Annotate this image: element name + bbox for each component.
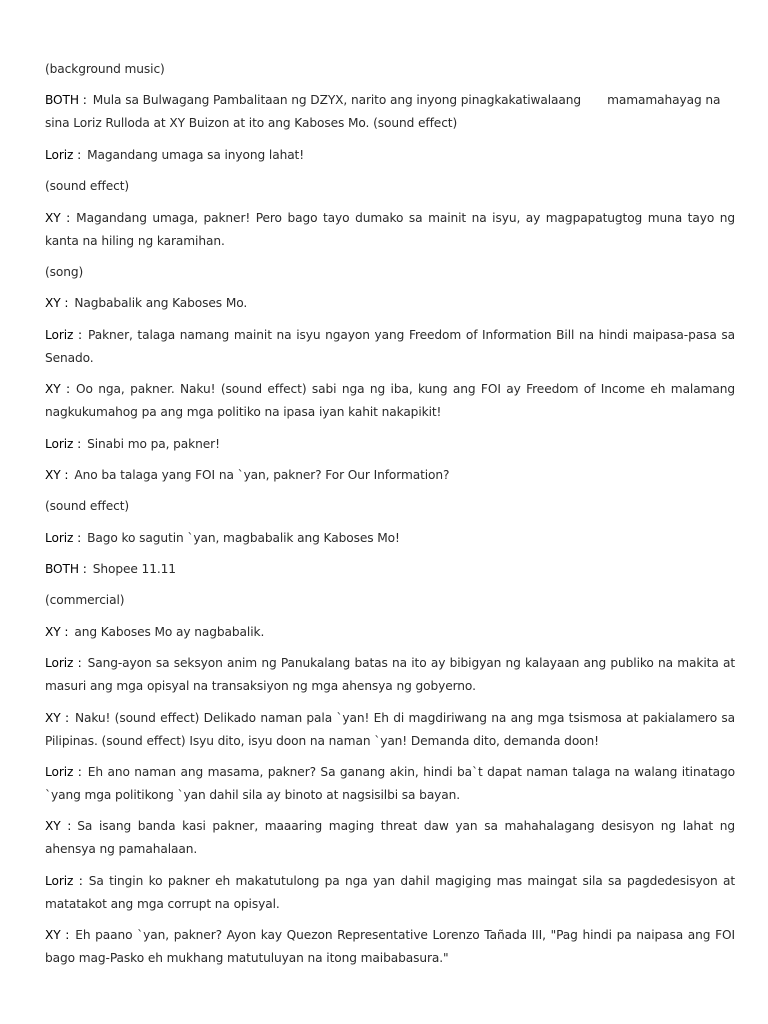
- line-xy-question: [45, 464, 735, 487]
- dialogue-text: Sinabi mo pa, pakner!: [87, 436, 220, 451]
- dialogue-text: Nagbabalik ang Kaboses Mo.: [74, 296, 248, 311]
- speaker-label: BOTH :: [45, 562, 87, 577]
- speaker-label: Loriz :: [45, 765, 82, 780]
- dialogue-text: Eh ano naman ang masama, pakner? Sa ganang akin, hindi ba`t dapat naman talaga na walang itinatago `yang mga politikong `yan dahil sila ay binoto at nagsisilbi sa bayan.: [45, 765, 735, 803]
- dialogue-text: Bago ko sagutin `yan, magbabalik ang Kaboses Mo!: [87, 530, 400, 545]
- dialogue-text-continued: mamamahayag na sina Loriz Rulloda at XY Buizon at ito ang Kaboses Mo. (sound effect): [45, 93, 721, 131]
- line-loriz-foi: [45, 324, 735, 370]
- speaker-label: XY :: [45, 928, 70, 943]
- speaker-label: XY :: [45, 624, 69, 639]
- line-background-music: [45, 58, 735, 81]
- stage-direction: (background music): [45, 62, 165, 76]
- speaker-label: Loriz :: [45, 873, 83, 888]
- speaker-label: Loriz :: [45, 436, 82, 451]
- dialogue-text: Magandang umaga, pakner! Pero bago tayo dumako sa mainit na isyu, ay magpapatugtog muna tayo ng kanta na hiling ng karamihan.: [45, 210, 735, 248]
- speaker-label: XY :: [45, 467, 69, 482]
- speaker-label: Loriz :: [45, 656, 82, 671]
- line-loriz-break: [45, 527, 735, 550]
- line-loriz-section: [45, 652, 735, 698]
- dialogue-text: Sa isang banda kasi pakner, maaaring maging threat daw yan sa mahahalagang desisyon ng lahat ng ahensya ng pamahalaan.: [45, 819, 735, 857]
- line-loriz-tulong: [45, 870, 735, 916]
- line-loriz-masama: [45, 761, 735, 807]
- speaker-label: XY :: [45, 382, 71, 397]
- line-xy-greeting: [45, 207, 735, 253]
- line-xy-income: [45, 378, 735, 424]
- speaker-label: Loriz :: [45, 147, 82, 162]
- speaker-label: BOTH :: [45, 93, 87, 108]
- script-document: [45, 58, 735, 979]
- stage-direction: (commercial): [45, 593, 125, 608]
- speaker-label: XY :: [45, 710, 69, 725]
- line-both-shopee: [45, 558, 735, 581]
- dialogue-text: Oo nga, pakner. Naku! (sound effect) sabi nga ng iba, kung ang FOI ay Freedom of Income eh malamang nagkukumahog pa ang mga politiko na ipasa iyan kahit nakapikit!: [45, 382, 735, 420]
- line-xy-threat: [45, 815, 735, 861]
- line-loriz-greeting: [45, 144, 735, 167]
- line-both-intro: [45, 89, 735, 135]
- line-xy-delikado: [45, 707, 735, 753]
- speaker-label: Loriz :: [45, 327, 83, 342]
- line-xy-return: [45, 292, 735, 315]
- line-sound-effect-2: [45, 495, 735, 518]
- dialogue-text: Mula sa Bulwagang Pambalitaan ng DZYX, narito ang inyong pinagkakatiwalaang: [92, 93, 582, 108]
- line-loriz-agree: [45, 433, 735, 456]
- dialogue-text: ang Kaboses Mo ay nagbabalik.: [74, 624, 265, 639]
- dialogue-text: Shopee 11.11: [92, 562, 176, 577]
- dialogue-text: Sang-ayon sa seksyon anim ng Panukalang batas na ito ay bibigyan ng kalayaan ang publiko na makita at masuri ang mga opisyal na transaksiyon ng mga ahensya ng gobyerno.: [45, 656, 736, 694]
- line-song: [45, 261, 735, 284]
- stage-direction: (sound effect): [45, 499, 130, 514]
- dialogue-text: Eh paano `yan, pakner? Ayon kay Quezon Representative Lorenzo Tañada III, "Pag hindi pa naipasa ang FOI bago mag-Pasko eh mukhang matutuluyan na itong maibabasura.": [45, 928, 735, 966]
- speaker-label: XY :: [45, 210, 71, 225]
- dialogue-text: Ano ba talaga yang FOI na `yan, pakner? For Our Information?: [74, 467, 450, 482]
- speaker-label: XY :: [45, 296, 69, 311]
- stage-direction: (song): [45, 264, 84, 279]
- line-commercial: [45, 589, 735, 612]
- dialogue-text: Pakner, talaga namang mainit na isyu ngayon yang Freedom of Information Bill na hindi maipasa-pasa sa Senado.: [45, 327, 736, 365]
- dialogue-text: Naku! (sound effect) Delikado naman pala `yan! Eh di magdiriwang na ang mga tsismosa at pakialamero sa Pilipinas. (sound effect) Isyu dito, isyu doon na naman `yan! Demanda dito, demanda doon!: [45, 710, 736, 748]
- line-xy-back: [45, 621, 735, 644]
- stage-direction: (sound effect): [45, 179, 130, 194]
- speaker-label: XY :: [45, 819, 72, 834]
- dialogue-text: Sa tingin ko pakner eh makatutulong pa nga yan dahil magiging mas maingat sila sa pagdedesisyon at matatakot ang mga corrupt na opisyal.: [45, 873, 735, 911]
- dialogue-text: Magandang umaga sa inyong lahat!: [87, 147, 305, 162]
- line-sound-effect-1: [45, 175, 735, 198]
- line-xy-tanada: [45, 924, 735, 970]
- speaker-label: Loriz :: [45, 530, 82, 545]
